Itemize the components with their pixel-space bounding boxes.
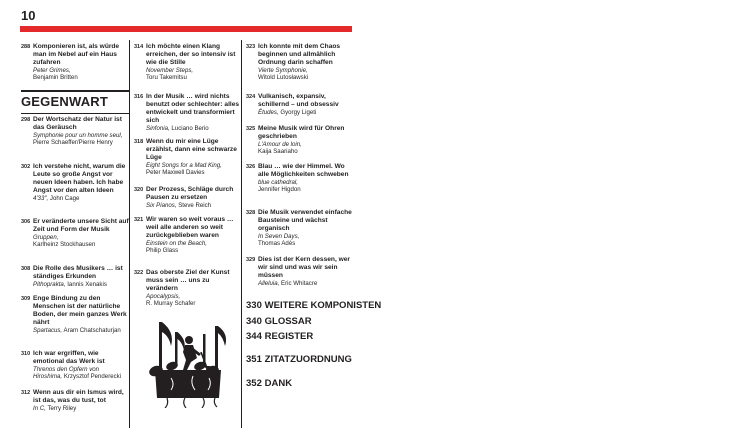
entry-page-number: 320 [134, 187, 144, 193]
entry-composer: Peter Maxwell Davies [146, 168, 205, 176]
entry-page-number: 326 [246, 164, 256, 170]
entry-page-number: 322 [134, 270, 144, 276]
toc-entry[interactable] [134, 93, 242, 132]
entry-title: Blau … wie der Himmel. Wo alle Möglichkeiten schweben [258, 163, 349, 178]
entry-title: Der Prozess, Schläge durch Pausen zu ersetzen [146, 186, 234, 201]
entry-work: In C, [33, 404, 46, 412]
entry-work: Alleluia, [258, 279, 280, 287]
toc-entry[interactable] [21, 389, 129, 412]
red-accent-bar [20, 26, 352, 32]
entry-title: Komponieren ist, als würde man im Nebel auf ein Haus zufahren [33, 43, 120, 66]
entry-composer: Thomas Adès [258, 239, 296, 247]
entry-page-number: 288 [21, 44, 31, 50]
entry-title: Das oberste Ziel der Kunst muss sein … uns zu verändern [146, 269, 230, 292]
entry-work: Eight Songs for a Mad King, [146, 161, 222, 169]
entry-work: Symphonie pour un homme seul, [33, 131, 123, 139]
entry-composer: John Cage [49, 194, 80, 202]
entry-composer: Eric Whitacre [281, 279, 318, 287]
entry-composer: Gyorgy Ligeti [280, 108, 317, 116]
entry-composer: Karlheinz Stockhausen [33, 241, 96, 249]
back-matter-page: 351 [246, 354, 262, 365]
entry-page-number: 321 [134, 217, 144, 223]
entry-work: Einstein on the Beach, [146, 239, 207, 247]
entry-page-number: 310 [21, 351, 31, 357]
entry-composer: Pierre Schaeffer/Pierre Henry [33, 139, 113, 147]
toc-entry[interactable] [21, 265, 129, 288]
musical-notes-figure-icon [145, 318, 231, 408]
entry-page-number: 318 [134, 139, 144, 145]
entry-work: Peter Grimes, [33, 66, 71, 74]
toc-entry[interactable] [134, 138, 242, 176]
entry-title: Wenn du mir eine Lüge erzählst, dann eine schwarze Lüge [146, 138, 237, 161]
toc-entry[interactable] [21, 116, 129, 146]
toc-entry[interactable] [134, 216, 242, 254]
entry-page-number: 325 [246, 126, 256, 132]
entry-composer: Philip Glass [146, 246, 179, 254]
entry-title: Die Rolle des Musikers … ist ständiges Erkunden [33, 265, 123, 280]
entry-page-number: 328 [246, 210, 256, 216]
entry-title: Die Musik verwendet einfache Bausteine und wächst organisch [258, 209, 352, 232]
entry-page-number: 316 [134, 94, 144, 100]
entry-page-number: 308 [21, 266, 31, 272]
entry-composer: Toru Takemitsu [146, 73, 187, 81]
entry-page-number: 302 [21, 164, 31, 170]
entry-title: Ich war ergriffen, wie emotional das Werk ist [33, 350, 105, 365]
back-matter-label: ZITATZUORDNUNG [264, 354, 352, 365]
entry-title: Er veränderte unsere Sicht auf Zeit und Form der Musik [33, 218, 129, 233]
entry-title: Der Wortschatz der Natur ist das Geräusch [33, 116, 122, 131]
back-matter-page: 340 [246, 316, 262, 327]
entry-composer: Luciano Berio [171, 124, 209, 132]
entry-page-number: 306 [21, 219, 31, 225]
entry-title: Ich möchte einen Klang erreichen, der so intensiv ist wie die Stille [146, 43, 236, 66]
entry-title: Enge Bindung zu den Menschen ist der natürliche Boden, der mein ganzes Werk nährt [33, 295, 127, 326]
back-matter-page: 330 [246, 300, 262, 311]
entry-composer: Jennifer Higdon [258, 186, 301, 194]
entry-work: blue cathedral, [258, 178, 298, 186]
back-matter-page: 352 [246, 378, 262, 389]
entry-title: Wenn aus dir ein Ismus wird, ist das, was du tust, tot [33, 389, 124, 404]
entry-title: Wir waren so weit voraus … weil alle anderen so weit zurückgeblieben waren [146, 216, 234, 239]
entry-page-number: 323 [246, 44, 256, 50]
back-matter-entry[interactable] [246, 331, 313, 342]
entry-composer: Krzysztof Penderecki [63, 373, 122, 381]
back-matter-entry[interactable] [246, 378, 292, 389]
entry-title: Vulkanisch, expansiv, schillernd – und obsessiv [258, 93, 339, 108]
back-matter-label: WEITERE KOMPONISTEN [264, 300, 382, 311]
back-matter-label: GLOSSAR [264, 316, 312, 327]
entry-work: Pithoprakta, [33, 280, 66, 288]
entry-title: Meine Musik wird für Ohren geschrieben [258, 125, 345, 140]
back-matter-entry[interactable] [246, 300, 381, 311]
section-heading: GEGENWART [21, 90, 129, 114]
toc-entry[interactable] [246, 163, 354, 193]
entry-title: Dies ist der Kern dessen, wer wir sind und was wir sein müssen [258, 256, 350, 279]
toc-entry[interactable] [246, 93, 354, 116]
toc-entry[interactable] [134, 43, 242, 81]
entry-work: L'Amour de loin, [258, 140, 302, 148]
entry-work: Spartacus, [33, 326, 63, 334]
column-divider [129, 40, 130, 428]
toc-entry[interactable] [246, 209, 354, 247]
entry-work: In Seven Days, [258, 232, 300, 240]
toc-entry[interactable] [246, 256, 354, 287]
entry-page-number: 312 [21, 390, 31, 396]
back-matter-entry[interactable] [246, 316, 312, 327]
toc-entry[interactable] [134, 186, 242, 209]
back-matter-label: DANK [264, 378, 293, 389]
entry-work: Études, [258, 108, 279, 116]
entry-page-number: 314 [134, 44, 144, 50]
toc-entry[interactable] [246, 125, 354, 155]
entry-work: November Steps, [146, 66, 194, 74]
toc-entry[interactable] [21, 163, 129, 202]
entry-title: Ich verstehe nicht, warum die Leute so große Angst vor neuen Ideen haben. Ich habe Angst vor den alten Ideen [33, 163, 126, 194]
entry-work: Apocalypsis, [146, 292, 181, 300]
entry-page-number: 309 [21, 296, 31, 302]
entry-page-number: 324 [246, 94, 256, 100]
entry-composer: Witold Lutosławski [258, 73, 309, 81]
back-matter-label: REGISTER [264, 331, 314, 342]
toc-entry[interactable] [21, 295, 129, 334]
page-number: 10 [21, 8, 36, 23]
entry-composer: R. Murray Schafer [146, 299, 196, 307]
entry-work: Vierte Symphonie, [258, 66, 308, 74]
entry-composer: Aram Chatschaturjan [63, 326, 121, 334]
entry-composer: Steve Reich [178, 201, 212, 209]
toc-entry[interactable] [21, 218, 129, 248]
toc-entry[interactable] [134, 269, 242, 307]
back-matter-page: 344 [246, 331, 262, 342]
entry-page-number: 298 [21, 117, 31, 123]
entry-composer: Benjamin Britten [33, 73, 78, 81]
entry-title: In der Musik … wird nichts benutzt oder schlechter: alles entwickelt und transformiert sich [146, 93, 240, 124]
back-matter-entry[interactable] [246, 354, 352, 365]
entry-work: Gruppen, [33, 233, 59, 241]
entry-composer: Terry Riley [47, 404, 77, 412]
entry-title: Ich konnte mit dem Chaos beginnen und allmählich Ordnung darin schaffen [258, 43, 341, 66]
toc-entry[interactable] [21, 350, 129, 380]
entry-work: Sinfonia, [146, 124, 170, 132]
toc-entry[interactable] [246, 43, 354, 81]
entry-work: Threnos den Opfern von Hiroshima, [33, 365, 100, 381]
entry-composer: Kaija Saariaho [258, 148, 298, 156]
entry-composer: Iannis Xenakis [67, 280, 107, 288]
toc-entry[interactable] [21, 43, 129, 81]
entry-work: 4'33", [33, 194, 49, 202]
entry-page-number: 329 [246, 257, 256, 263]
entry-work: Six Pianos, [146, 201, 177, 209]
